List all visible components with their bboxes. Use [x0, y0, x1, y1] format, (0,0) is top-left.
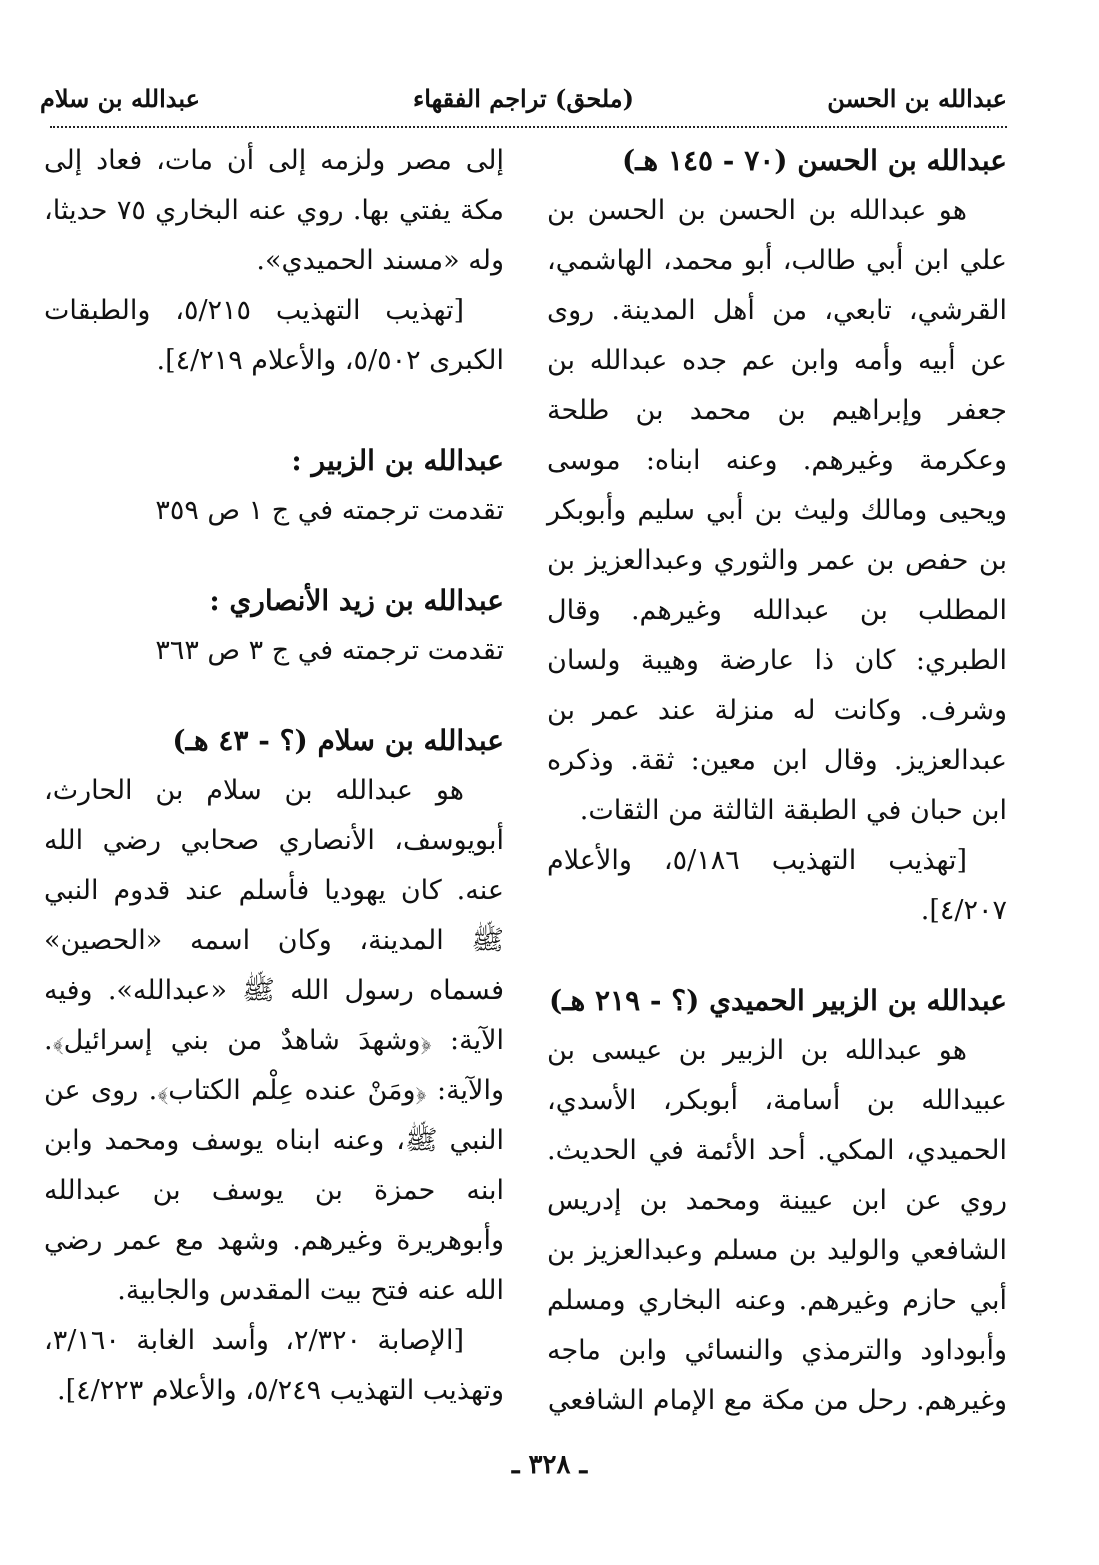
- entry-refs-abdullah-ibn-al-hasan: [تهذيب التهذيب ٥/١٨٦، والأعلام ٤/٢٠٧].: [547, 845, 1007, 926]
- entry-title-al-humaydi: عبدالله بن الزبير الحميدي (؟ - ٢١٩ هـ): [549, 984, 1007, 1017]
- entry-title-ibn-salam: عبدالله بن سلام (؟ - ٤٣ هـ): [172, 724, 504, 757]
- entry-body-al-humaydi: هو عبدالله بن الزبير بن عيسى بن عبيدالله بن أسامة، أبوبكر، الأسدي، الحميدي، المكي. أحد الأئمة في الحديث. روي عن ابن عيينة ومحمد بن إدريس الشافعي والوليد بن مسلم وعبدالعزيز بن أبي حازم وغيرهم. وعنه البخاري ومسلم وأبوداود والترمذي والنسائي وابن ماجه وغيرهم. رحل من مكة مع الإمام الشافعي: [547, 1035, 1007, 1416]
- right-column: [547, 136, 1007, 1426]
- entry-title-abdullah-ibn-al-hasan: عبدالله بن الحسن (٧٠ - ١٤٥ هـ): [621, 144, 1007, 177]
- entry-refs-ibn-salam: [الإصابة ٢/٣٢٠، وأسد الغابة ٣/١٦٠، وتهذيب التهذيب ٥/٢٤٩، والأعلام ٤/٢٢٣].: [44, 1325, 504, 1406]
- entry-title-ibn-al-zubayr: عبدالله بن الزبير :: [291, 444, 504, 477]
- header-center-title: (ملحق) تراجم الفقهاء: [412, 83, 635, 113]
- page-number: ـ ٣٢٨ ـ: [511, 1450, 588, 1480]
- left-column: [44, 136, 504, 1416]
- header-divider: [50, 126, 1007, 128]
- header-right-title: عبدالله بن الحسن: [827, 83, 1007, 113]
- entry-note-ibn-al-zubayr: تقدمت ترجمته في ج ١ ص ٣٥٩: [155, 495, 504, 526]
- continuation-refs-al-humaydi: [تهذيب التهذيب ٥/٢١٥، والطبقات الكبرى ٥/٥٠٢، والأعلام ٤/٢١٩].: [44, 295, 504, 376]
- entry-title-ibn-zayd-al-ansari: عبدالله بن زيد الأنصاري :: [209, 584, 504, 617]
- entry-body-abdullah-ibn-al-hasan: هو عبدالله بن الحسن بن الحسن بن علي ابن أبي طالب، أبو محمد، الهاشمي، القرشي، تابعي، من أهل المدينة. روى عن أبيه وأمه وابن عم جده عبدالله بن جعفر وإبراهيم بن محمد بن طلحة وعكرمة وغيرهم. وعنه ابناه: موسى ويحيى ومالك وليث بن أبي سليم وأبوبكر بن حفص بن عمر والثوري وعبدالعزيز بن المطلب بن عبدالله وغيرهم. وقال الطبري: كان ذا عارضة وهيبة ولسان وشرف. وكانت له منزلة عند عمر بن عبدالعزيز. وقال ابن معين: ثقة. وذكره ابن حبان في الطبقة الثالثة من الثقات.: [547, 195, 1007, 826]
- running-header: [40, 78, 1007, 118]
- continuation-al-humaydi: إلى مصر ولزمه إلى أن مات، فعاد إلى مكة يفتي بها. روي عنه البخاري ٧٥ حديثا، وله «مسند الحميدي».: [44, 145, 504, 276]
- entry-body-ibn-salam: هو عبدالله بن سلام بن الحارث، أبويوسف، الأنصاري صحابي رضي الله عنه. كان يهوديا فأسلم عند قدوم النبي ﷺ المدينة، وكان اسمه «الحصين» فسماه رسول الله ﷺ «عبدالله». وفيه الآية: ﴿وشهدَ شاهدٌ من بني إسرائيل﴾. والآية: ﴿ومَنْ عنده عِلْم الكتاب﴾. روى عن النبي ﷺ، وعنه ابناه يوسف ومحمد وابن ابنه حمزة بن يوسف بن عبدالله وأبوهريرة وغيرهم. وشهد مع عمر رضي الله عنه فتح بيت المقدس والجابية.: [44, 775, 504, 1306]
- entry-note-ibn-zayd-al-ansari: تقدمت ترجمته في ج ٣ ص ٣٦٣: [155, 635, 504, 666]
- header-left-title: عبدالله بن سلام: [40, 83, 200, 113]
